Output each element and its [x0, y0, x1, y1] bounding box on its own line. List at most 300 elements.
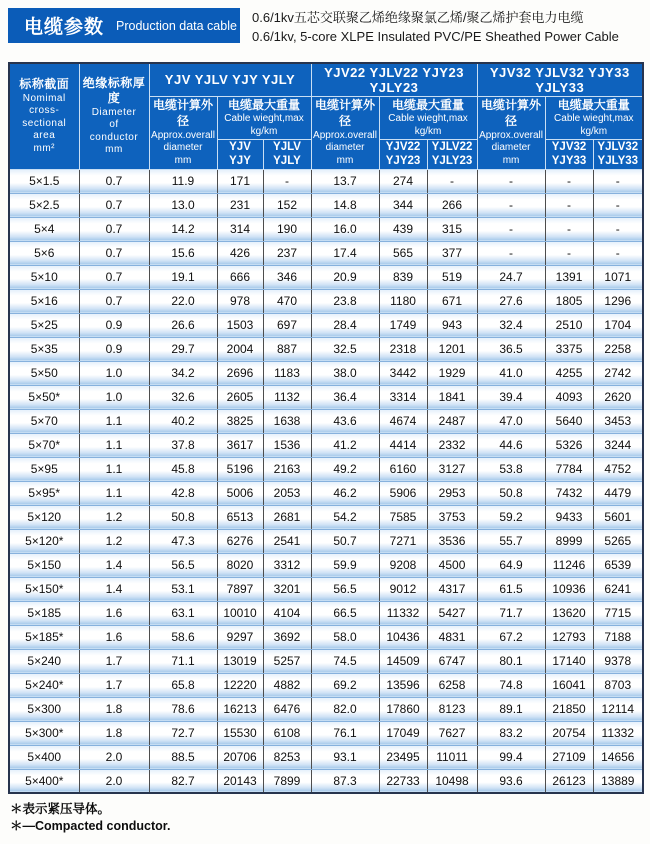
- value-cell: 1.6: [79, 601, 149, 625]
- value-cell: 1.2: [79, 505, 149, 529]
- value-cell: 237: [263, 241, 311, 265]
- table-row: [9, 193, 643, 217]
- value-cell: 3453: [593, 409, 643, 433]
- value-cell: 22.0: [149, 289, 217, 313]
- value-cell: 9208: [379, 553, 427, 577]
- value-cell: 6539: [593, 553, 643, 577]
- value-cell: 65.8: [149, 673, 217, 697]
- value-cell: 14656: [593, 745, 643, 769]
- header-weight-g2: 电缆最大重量 Cable wieght,max kg/km: [379, 96, 477, 140]
- value-cell: 4104: [263, 601, 311, 625]
- value-cell: 93.1: [311, 745, 379, 769]
- value-cell: -: [545, 241, 593, 265]
- value-cell: 7188: [593, 625, 643, 649]
- value-cell: 6258: [427, 673, 477, 697]
- value-cell: 11011: [427, 745, 477, 769]
- value-cell: 666: [217, 265, 263, 289]
- value-cell: 66.5: [311, 601, 379, 625]
- value-cell: -: [593, 193, 643, 217]
- value-cell: 1132: [263, 385, 311, 409]
- value-cell: 1.8: [79, 697, 149, 721]
- value-cell: 93.6: [477, 769, 545, 793]
- value-cell: 2332: [427, 433, 477, 457]
- value-cell: 1296: [593, 289, 643, 313]
- header-diameter-g1: 电缆计算外径 Approx.overall diameter mm: [149, 96, 217, 169]
- value-cell: 1.4: [79, 553, 149, 577]
- value-cell: 1.6: [79, 625, 149, 649]
- value-cell: 82.7: [149, 769, 217, 793]
- value-cell: 519: [427, 265, 477, 289]
- table-row: [9, 529, 643, 553]
- value-cell: 1503: [217, 313, 263, 337]
- table-row: [9, 721, 643, 745]
- value-cell: 9378: [593, 649, 643, 673]
- group-header-yjv: YJV YJLV YJY YJLY: [149, 63, 311, 97]
- value-cell: -: [263, 169, 311, 193]
- value-cell: 10010: [217, 601, 263, 625]
- table-row: [9, 217, 643, 241]
- value-cell: 59.9: [311, 553, 379, 577]
- value-cell: 266: [427, 193, 477, 217]
- value-cell: -: [593, 241, 643, 265]
- value-cell: 2004: [217, 337, 263, 361]
- page-subtitle: [252, 8, 619, 47]
- subtitle-en: 0.6/1kv, 5-core XLPE Insulated PVC/PE Sheathed Power Cable: [252, 28, 619, 44]
- value-cell: 9433: [545, 505, 593, 529]
- value-cell: 14.8: [311, 193, 379, 217]
- value-cell: 315: [427, 217, 477, 241]
- value-cell: 344: [379, 193, 427, 217]
- spec-size-cell: 5×240: [9, 649, 79, 673]
- table-row: [9, 673, 643, 697]
- value-cell: -: [545, 193, 593, 217]
- value-cell: 26.6: [149, 313, 217, 337]
- value-cell: 14.2: [149, 217, 217, 241]
- value-cell: 439: [379, 217, 427, 241]
- value-cell: 1.1: [79, 457, 149, 481]
- value-cell: 76.1: [311, 721, 379, 745]
- value-cell: 3617: [217, 433, 263, 457]
- value-cell: 17.4: [311, 241, 379, 265]
- table-row: [9, 289, 643, 313]
- value-cell: 16.0: [311, 217, 379, 241]
- spec-size-cell: 5×185: [9, 601, 79, 625]
- value-cell: 3825: [217, 409, 263, 433]
- value-cell: 3536: [427, 529, 477, 553]
- value-cell: 13.7: [311, 169, 379, 193]
- value-cell: 53.8: [477, 457, 545, 481]
- value-cell: 8123: [427, 697, 477, 721]
- page-title-en: Production data cable: [116, 18, 237, 33]
- subheader-yjv-yjy: YJV YJY: [217, 140, 263, 169]
- value-cell: 7627: [427, 721, 477, 745]
- value-cell: 8999: [545, 529, 593, 553]
- value-cell: 0.7: [79, 289, 149, 313]
- value-cell: 28.4: [311, 313, 379, 337]
- value-cell: 8253: [263, 745, 311, 769]
- value-cell: 0.7: [79, 217, 149, 241]
- value-cell: 470: [263, 289, 311, 313]
- value-cell: 2541: [263, 529, 311, 553]
- value-cell: 12114: [593, 697, 643, 721]
- value-cell: 2620: [593, 385, 643, 409]
- value-cell: 2510: [545, 313, 593, 337]
- value-cell: -: [477, 193, 545, 217]
- value-cell: 34.2: [149, 361, 217, 385]
- value-cell: 1201: [427, 337, 477, 361]
- cable-spec-table: [8, 62, 644, 795]
- value-cell: 1.8: [79, 721, 149, 745]
- value-cell: 19.1: [149, 265, 217, 289]
- subheader-yjv22-yjy23: YJV22 YJY23: [379, 140, 427, 169]
- value-cell: 1.7: [79, 649, 149, 673]
- spec-size-cell: 5×1.5: [9, 169, 79, 193]
- value-cell: 5906: [379, 481, 427, 505]
- value-cell: 10436: [379, 625, 427, 649]
- value-cell: 1180: [379, 289, 427, 313]
- value-cell: 23495: [379, 745, 427, 769]
- value-cell: 13889: [593, 769, 643, 793]
- subheader-yjv32-yjy33: YJV32 YJY33: [545, 140, 593, 169]
- value-cell: 0.7: [79, 265, 149, 289]
- spec-size-cell: 5×95*: [9, 481, 79, 505]
- value-cell: 1841: [427, 385, 477, 409]
- value-cell: 13019: [217, 649, 263, 673]
- value-cell: 5196: [217, 457, 263, 481]
- value-cell: 152: [263, 193, 311, 217]
- value-cell: 11332: [379, 601, 427, 625]
- table-row: [9, 745, 643, 769]
- value-cell: 4500: [427, 553, 477, 577]
- value-cell: 3375: [545, 337, 593, 361]
- spec-size-cell: 5×300: [9, 697, 79, 721]
- value-cell: 377: [427, 241, 477, 265]
- value-cell: 0.9: [79, 313, 149, 337]
- value-cell: 5640: [545, 409, 593, 433]
- value-cell: 2.0: [79, 745, 149, 769]
- value-cell: 2053: [263, 481, 311, 505]
- value-cell: 1638: [263, 409, 311, 433]
- value-cell: 15.6: [149, 241, 217, 265]
- value-cell: 80.1: [477, 649, 545, 673]
- value-cell: 1704: [593, 313, 643, 337]
- value-cell: 3201: [263, 577, 311, 601]
- table-row: [9, 241, 643, 265]
- spec-size-cell: 5×300*: [9, 721, 79, 745]
- value-cell: 56.5: [149, 553, 217, 577]
- group-header-yjv22: YJV22 YJLV22 YJY23 YJLY23: [311, 63, 477, 97]
- value-cell: 47.3: [149, 529, 217, 553]
- footnote-zh: ＊表示紧压导体。: [10, 802, 111, 817]
- value-cell: 6108: [263, 721, 311, 745]
- value-cell: 346: [263, 265, 311, 289]
- title-box: [8, 8, 240, 43]
- value-cell: 49.2: [311, 457, 379, 481]
- spec-size-cell: 5×95: [9, 457, 79, 481]
- value-cell: 7784: [545, 457, 593, 481]
- value-cell: 0.7: [79, 241, 149, 265]
- value-cell: 46.2: [311, 481, 379, 505]
- table-row: [9, 505, 643, 529]
- spec-size-cell: 5×150*: [9, 577, 79, 601]
- value-cell: 16041: [545, 673, 593, 697]
- value-cell: 0.9: [79, 337, 149, 361]
- value-cell: 943: [427, 313, 477, 337]
- value-cell: 7715: [593, 601, 643, 625]
- value-cell: 63.1: [149, 601, 217, 625]
- table-row: [9, 553, 643, 577]
- value-cell: 426: [217, 241, 263, 265]
- table-row: [9, 409, 643, 433]
- value-cell: 1805: [545, 289, 593, 313]
- value-cell: 23.8: [311, 289, 379, 313]
- value-cell: 7585: [379, 505, 427, 529]
- value-cell: 44.6: [477, 433, 545, 457]
- value-cell: -: [593, 169, 643, 193]
- value-cell: 41.2: [311, 433, 379, 457]
- value-cell: 17140: [545, 649, 593, 673]
- spec-size-cell: 5×10: [9, 265, 79, 289]
- value-cell: 3127: [427, 457, 477, 481]
- table-row: [9, 337, 643, 361]
- value-cell: 5257: [263, 649, 311, 673]
- value-cell: 7271: [379, 529, 427, 553]
- value-cell: 4093: [545, 385, 593, 409]
- value-cell: 6747: [427, 649, 477, 673]
- value-cell: 83.2: [477, 721, 545, 745]
- value-cell: 99.4: [477, 745, 545, 769]
- value-cell: 7897: [217, 577, 263, 601]
- spec-size-cell: 5×240*: [9, 673, 79, 697]
- value-cell: 6160: [379, 457, 427, 481]
- value-cell: 2258: [593, 337, 643, 361]
- value-cell: 565: [379, 241, 427, 265]
- value-cell: 4831: [427, 625, 477, 649]
- header-nominal-area: 标称截面 Nomimal cross-sectional area mm²: [9, 63, 79, 170]
- value-cell: 32.4: [477, 313, 545, 337]
- value-cell: 5326: [545, 433, 593, 457]
- value-cell: 1.7: [79, 673, 149, 697]
- spec-size-cell: 5×120: [9, 505, 79, 529]
- spec-size-cell: 5×150: [9, 553, 79, 577]
- table-row: [9, 481, 643, 505]
- value-cell: 74.8: [477, 673, 545, 697]
- value-cell: 1749: [379, 313, 427, 337]
- footnotes: [10, 801, 650, 835]
- value-cell: 671: [427, 289, 477, 313]
- value-cell: 39.4: [477, 385, 545, 409]
- value-cell: 26123: [545, 769, 593, 793]
- value-cell: 53.1: [149, 577, 217, 601]
- value-cell: 8703: [593, 673, 643, 697]
- value-cell: 7432: [545, 481, 593, 505]
- value-cell: 10498: [427, 769, 477, 793]
- value-cell: 1.1: [79, 433, 149, 457]
- value-cell: 1183: [263, 361, 311, 385]
- value-cell: 40.2: [149, 409, 217, 433]
- value-cell: 41.0: [477, 361, 545, 385]
- value-cell: 11.9: [149, 169, 217, 193]
- value-cell: 42.8: [149, 481, 217, 505]
- value-cell: 87.3: [311, 769, 379, 793]
- value-cell: -: [477, 241, 545, 265]
- value-cell: 5427: [427, 601, 477, 625]
- value-cell: 231: [217, 193, 263, 217]
- value-cell: -: [545, 169, 593, 193]
- table-header: [9, 63, 643, 170]
- table-row: [9, 361, 643, 385]
- value-cell: 3312: [263, 553, 311, 577]
- value-cell: 50.8: [149, 505, 217, 529]
- table-row: [9, 769, 643, 793]
- value-cell: 71.1: [149, 649, 217, 673]
- value-cell: -: [593, 217, 643, 241]
- value-cell: -: [477, 217, 545, 241]
- header-weight-g1: 电缆最大重量 Cable wieght,max kg/km: [217, 96, 311, 140]
- header-diameter-g2: 电缆计算外径 Approx.overall diameter mm: [311, 96, 379, 169]
- value-cell: 20754: [545, 721, 593, 745]
- value-cell: 1.0: [79, 385, 149, 409]
- value-cell: 1.1: [79, 481, 149, 505]
- value-cell: 4317: [427, 577, 477, 601]
- value-cell: 56.5: [311, 577, 379, 601]
- header-weight-g3: 电缆最大重量 Cable wieght,max kg/km: [545, 96, 643, 140]
- value-cell: 1.1: [79, 409, 149, 433]
- value-cell: 2318: [379, 337, 427, 361]
- page-header: [0, 0, 650, 47]
- value-cell: 20706: [217, 745, 263, 769]
- value-cell: 1.4: [79, 577, 149, 601]
- spec-size-cell: 5×4: [9, 217, 79, 241]
- subheader-yjlv22-yjly23: YJLV22 YJLY23: [427, 140, 477, 169]
- table-row: [9, 169, 643, 193]
- value-cell: 0.7: [79, 193, 149, 217]
- value-cell: 22733: [379, 769, 427, 793]
- value-cell: 13.0: [149, 193, 217, 217]
- subheader-yjlv32-yjly33: YJLV32 YJLY33: [593, 140, 643, 169]
- footnote-en: ＊—Compacted conductor.: [10, 819, 171, 834]
- header-diameter-g3: 电缆计算外径 Approx.overall diameter mm: [477, 96, 545, 169]
- table-row: [9, 385, 643, 409]
- header-insulation-thickness: 绝缘标称厚度 Diameter of conductor mm: [79, 63, 149, 170]
- value-cell: 88.5: [149, 745, 217, 769]
- table-row: [9, 697, 643, 721]
- table-row: [9, 577, 643, 601]
- page-title-zh: 电缆参数: [24, 17, 105, 38]
- value-cell: 38.0: [311, 361, 379, 385]
- table-body: [9, 169, 643, 793]
- value-cell: 58.0: [311, 625, 379, 649]
- value-cell: 6513: [217, 505, 263, 529]
- value-cell: 4479: [593, 481, 643, 505]
- subtitle-zh: 0.6/1kv五芯交联聚乙烯绝缘聚氯乙烯/聚乙烯护套电力电缆: [252, 10, 584, 25]
- value-cell: 20143: [217, 769, 263, 793]
- table-row: [9, 601, 643, 625]
- value-cell: 839: [379, 265, 427, 289]
- value-cell: 54.2: [311, 505, 379, 529]
- value-cell: 11332: [593, 721, 643, 745]
- value-cell: 21850: [545, 697, 593, 721]
- value-cell: 17049: [379, 721, 427, 745]
- value-cell: 11246: [545, 553, 593, 577]
- spec-size-cell: 5×70: [9, 409, 79, 433]
- value-cell: 2163: [263, 457, 311, 481]
- value-cell: 9297: [217, 625, 263, 649]
- subheader-yjlv-yjly: YJLV YJLY: [263, 140, 311, 169]
- spec-size-cell: 5×400: [9, 745, 79, 769]
- value-cell: 27.6: [477, 289, 545, 313]
- value-cell: 71.7: [477, 601, 545, 625]
- value-cell: 20.9: [311, 265, 379, 289]
- value-cell: 3244: [593, 433, 643, 457]
- value-cell: 0.7: [79, 169, 149, 193]
- value-cell: 1391: [545, 265, 593, 289]
- value-cell: 1.0: [79, 361, 149, 385]
- spec-size-cell: 5×50*: [9, 385, 79, 409]
- value-cell: -: [427, 169, 477, 193]
- value-cell: 7899: [263, 769, 311, 793]
- value-cell: 78.6: [149, 697, 217, 721]
- value-cell: 43.6: [311, 409, 379, 433]
- value-cell: 314: [217, 217, 263, 241]
- value-cell: 4752: [593, 457, 643, 481]
- table-row: [9, 649, 643, 673]
- value-cell: 37.8: [149, 433, 217, 457]
- value-cell: 5265: [593, 529, 643, 553]
- value-cell: 10936: [545, 577, 593, 601]
- spec-size-cell: 5×50: [9, 361, 79, 385]
- value-cell: 82.0: [311, 697, 379, 721]
- value-cell: 74.5: [311, 649, 379, 673]
- table-row: [9, 433, 643, 457]
- value-cell: 887: [263, 337, 311, 361]
- value-cell: 1929: [427, 361, 477, 385]
- value-cell: 2953: [427, 481, 477, 505]
- value-cell: 4674: [379, 409, 427, 433]
- value-cell: 27109: [545, 745, 593, 769]
- value-cell: 12220: [217, 673, 263, 697]
- table-row: [9, 457, 643, 481]
- value-cell: 171: [217, 169, 263, 193]
- value-cell: 36.5: [477, 337, 545, 361]
- value-cell: 36.4: [311, 385, 379, 409]
- value-cell: 59.2: [477, 505, 545, 529]
- value-cell: 15530: [217, 721, 263, 745]
- value-cell: 1.2: [79, 529, 149, 553]
- value-cell: 6276: [217, 529, 263, 553]
- value-cell: 50.7: [311, 529, 379, 553]
- value-cell: 4882: [263, 673, 311, 697]
- value-cell: 12793: [545, 625, 593, 649]
- value-cell: 61.5: [477, 577, 545, 601]
- table-row: [9, 265, 643, 289]
- value-cell: 13596: [379, 673, 427, 697]
- table-row: [9, 625, 643, 649]
- value-cell: 9012: [379, 577, 427, 601]
- value-cell: 55.7: [477, 529, 545, 553]
- spec-size-cell: 5×25: [9, 313, 79, 337]
- value-cell: 2.0: [79, 769, 149, 793]
- group-header-yjv32: YJV32 YJLV32 YJY33 YJLY33: [477, 63, 643, 97]
- value-cell: 1071: [593, 265, 643, 289]
- value-cell: 6476: [263, 697, 311, 721]
- value-cell: 3753: [427, 505, 477, 529]
- spec-size-cell: 5×120*: [9, 529, 79, 553]
- value-cell: 3314: [379, 385, 427, 409]
- value-cell: 32.6: [149, 385, 217, 409]
- spec-size-cell: 5×35: [9, 337, 79, 361]
- value-cell: 14509: [379, 649, 427, 673]
